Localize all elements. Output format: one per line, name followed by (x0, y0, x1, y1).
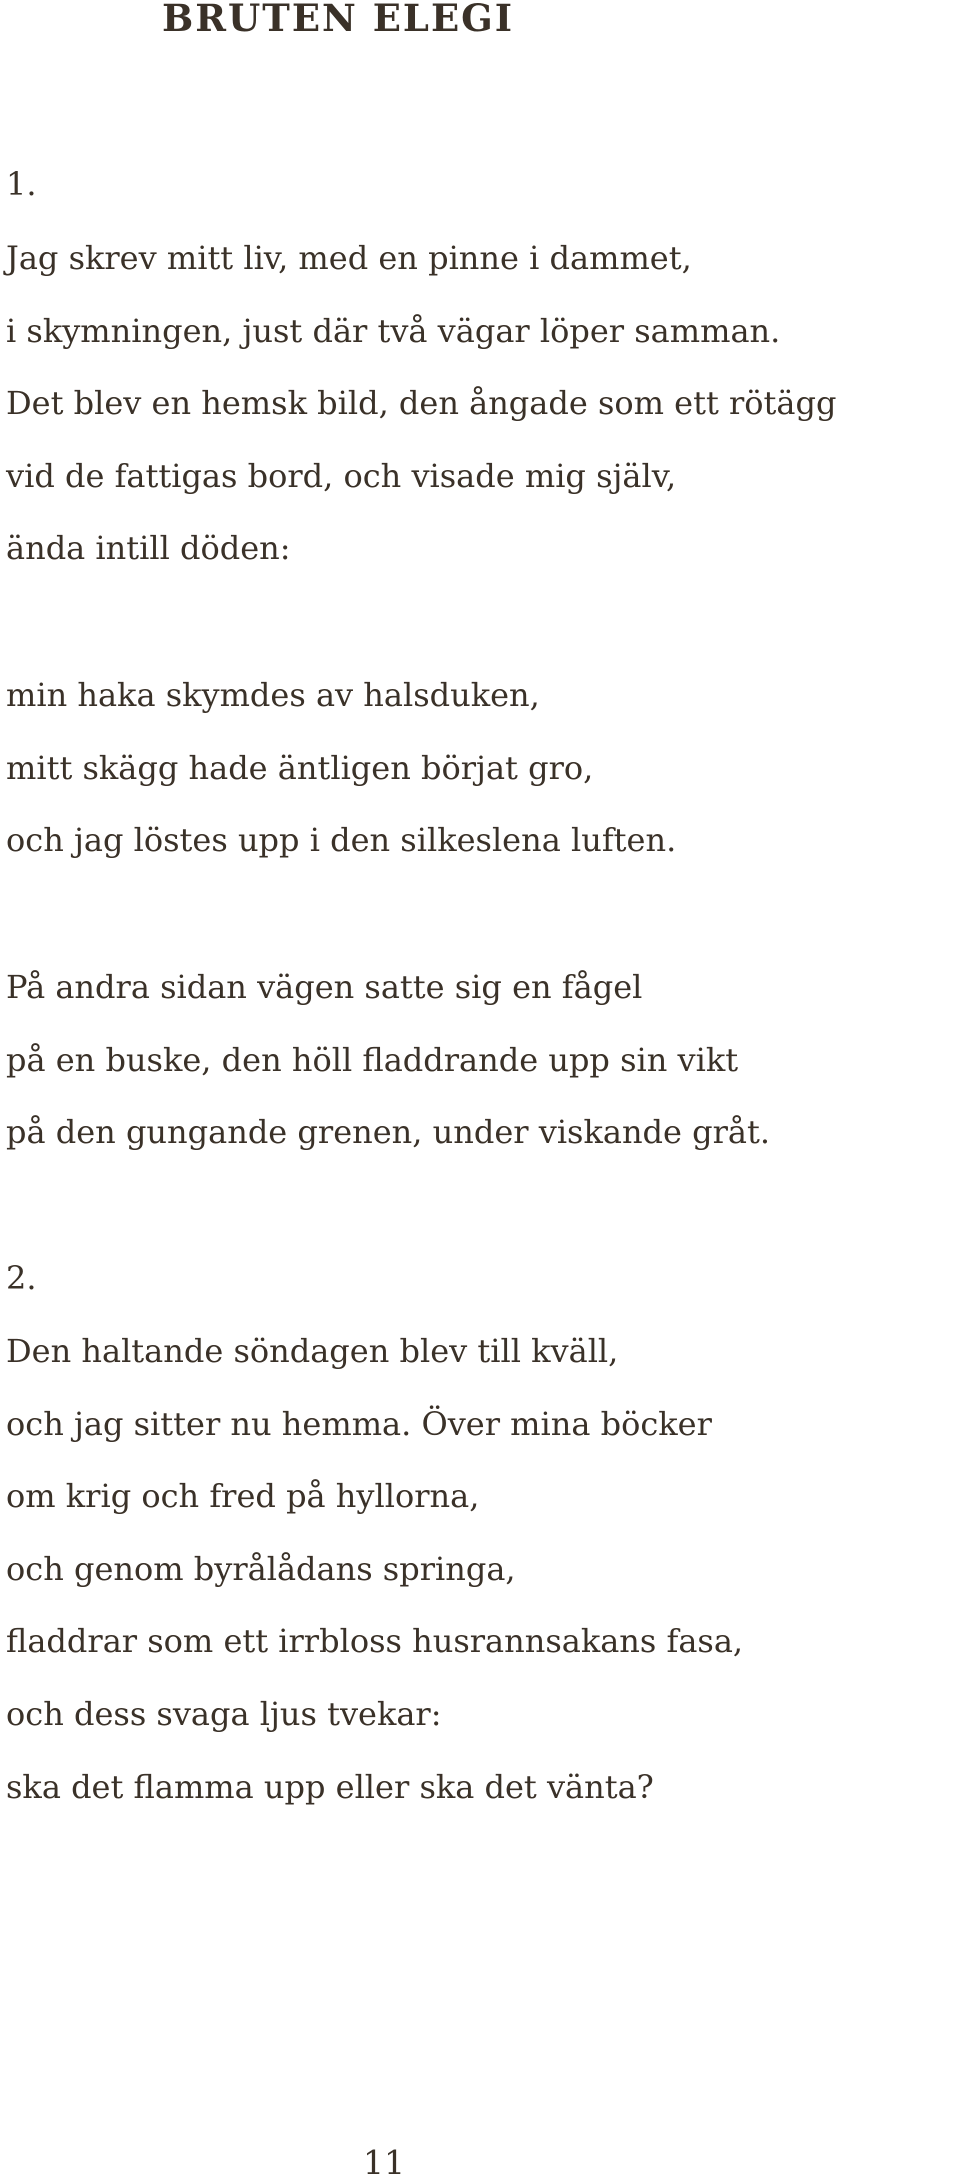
poem-line: och genom byrålådans springa, (6, 1550, 516, 1588)
poem-title: BRUTEN ELEGI (162, 0, 515, 40)
section-number: 2. (6, 1259, 37, 1297)
poem-line: på den gungande grenen, under viskande gråt. (6, 1113, 771, 1151)
poem-line: om krig och fred på hyllorna, (6, 1477, 480, 1515)
poem-line: Det blev en hemsk bild, den ångade som ett rötägg (6, 384, 837, 422)
poem-line: ända intill döden: (6, 529, 291, 567)
poem-line: mitt skägg hade äntligen börjat gro, (6, 749, 594, 787)
poem-line: Jag skrev mitt liv, med en pinne i dammet, (6, 239, 692, 277)
poem-line: och jag löstes upp i den silkeslena luften. (6, 821, 677, 859)
poem-line: vid de fattigas bord, och visade mig själv, (6, 457, 677, 495)
poem-line: och dess svaga ljus tvekar: (6, 1695, 442, 1733)
poem-line: På andra sidan vägen satte sig en fågel (6, 968, 643, 1006)
poem-line: Den haltande söndagen blev till kväll, (6, 1332, 619, 1370)
poem-line: fladdrar som ett irrbloss husrannsakans fasa, (6, 1622, 744, 1660)
poem-line: och jag sitter nu hemma. Över mina böcker (6, 1405, 712, 1443)
poem-line: i skymningen, just där två vägar löper samman. (6, 312, 781, 350)
poem-line: ska det flamma upp eller ska det vänta? (6, 1768, 654, 1806)
page-number: 11 (363, 2143, 405, 2182)
section-number: 1. (6, 165, 37, 203)
poem-line: på en buske, den höll fladdrande upp sin vikt (6, 1041, 739, 1079)
poem-line: min haka skymdes av halsduken, (6, 676, 540, 714)
